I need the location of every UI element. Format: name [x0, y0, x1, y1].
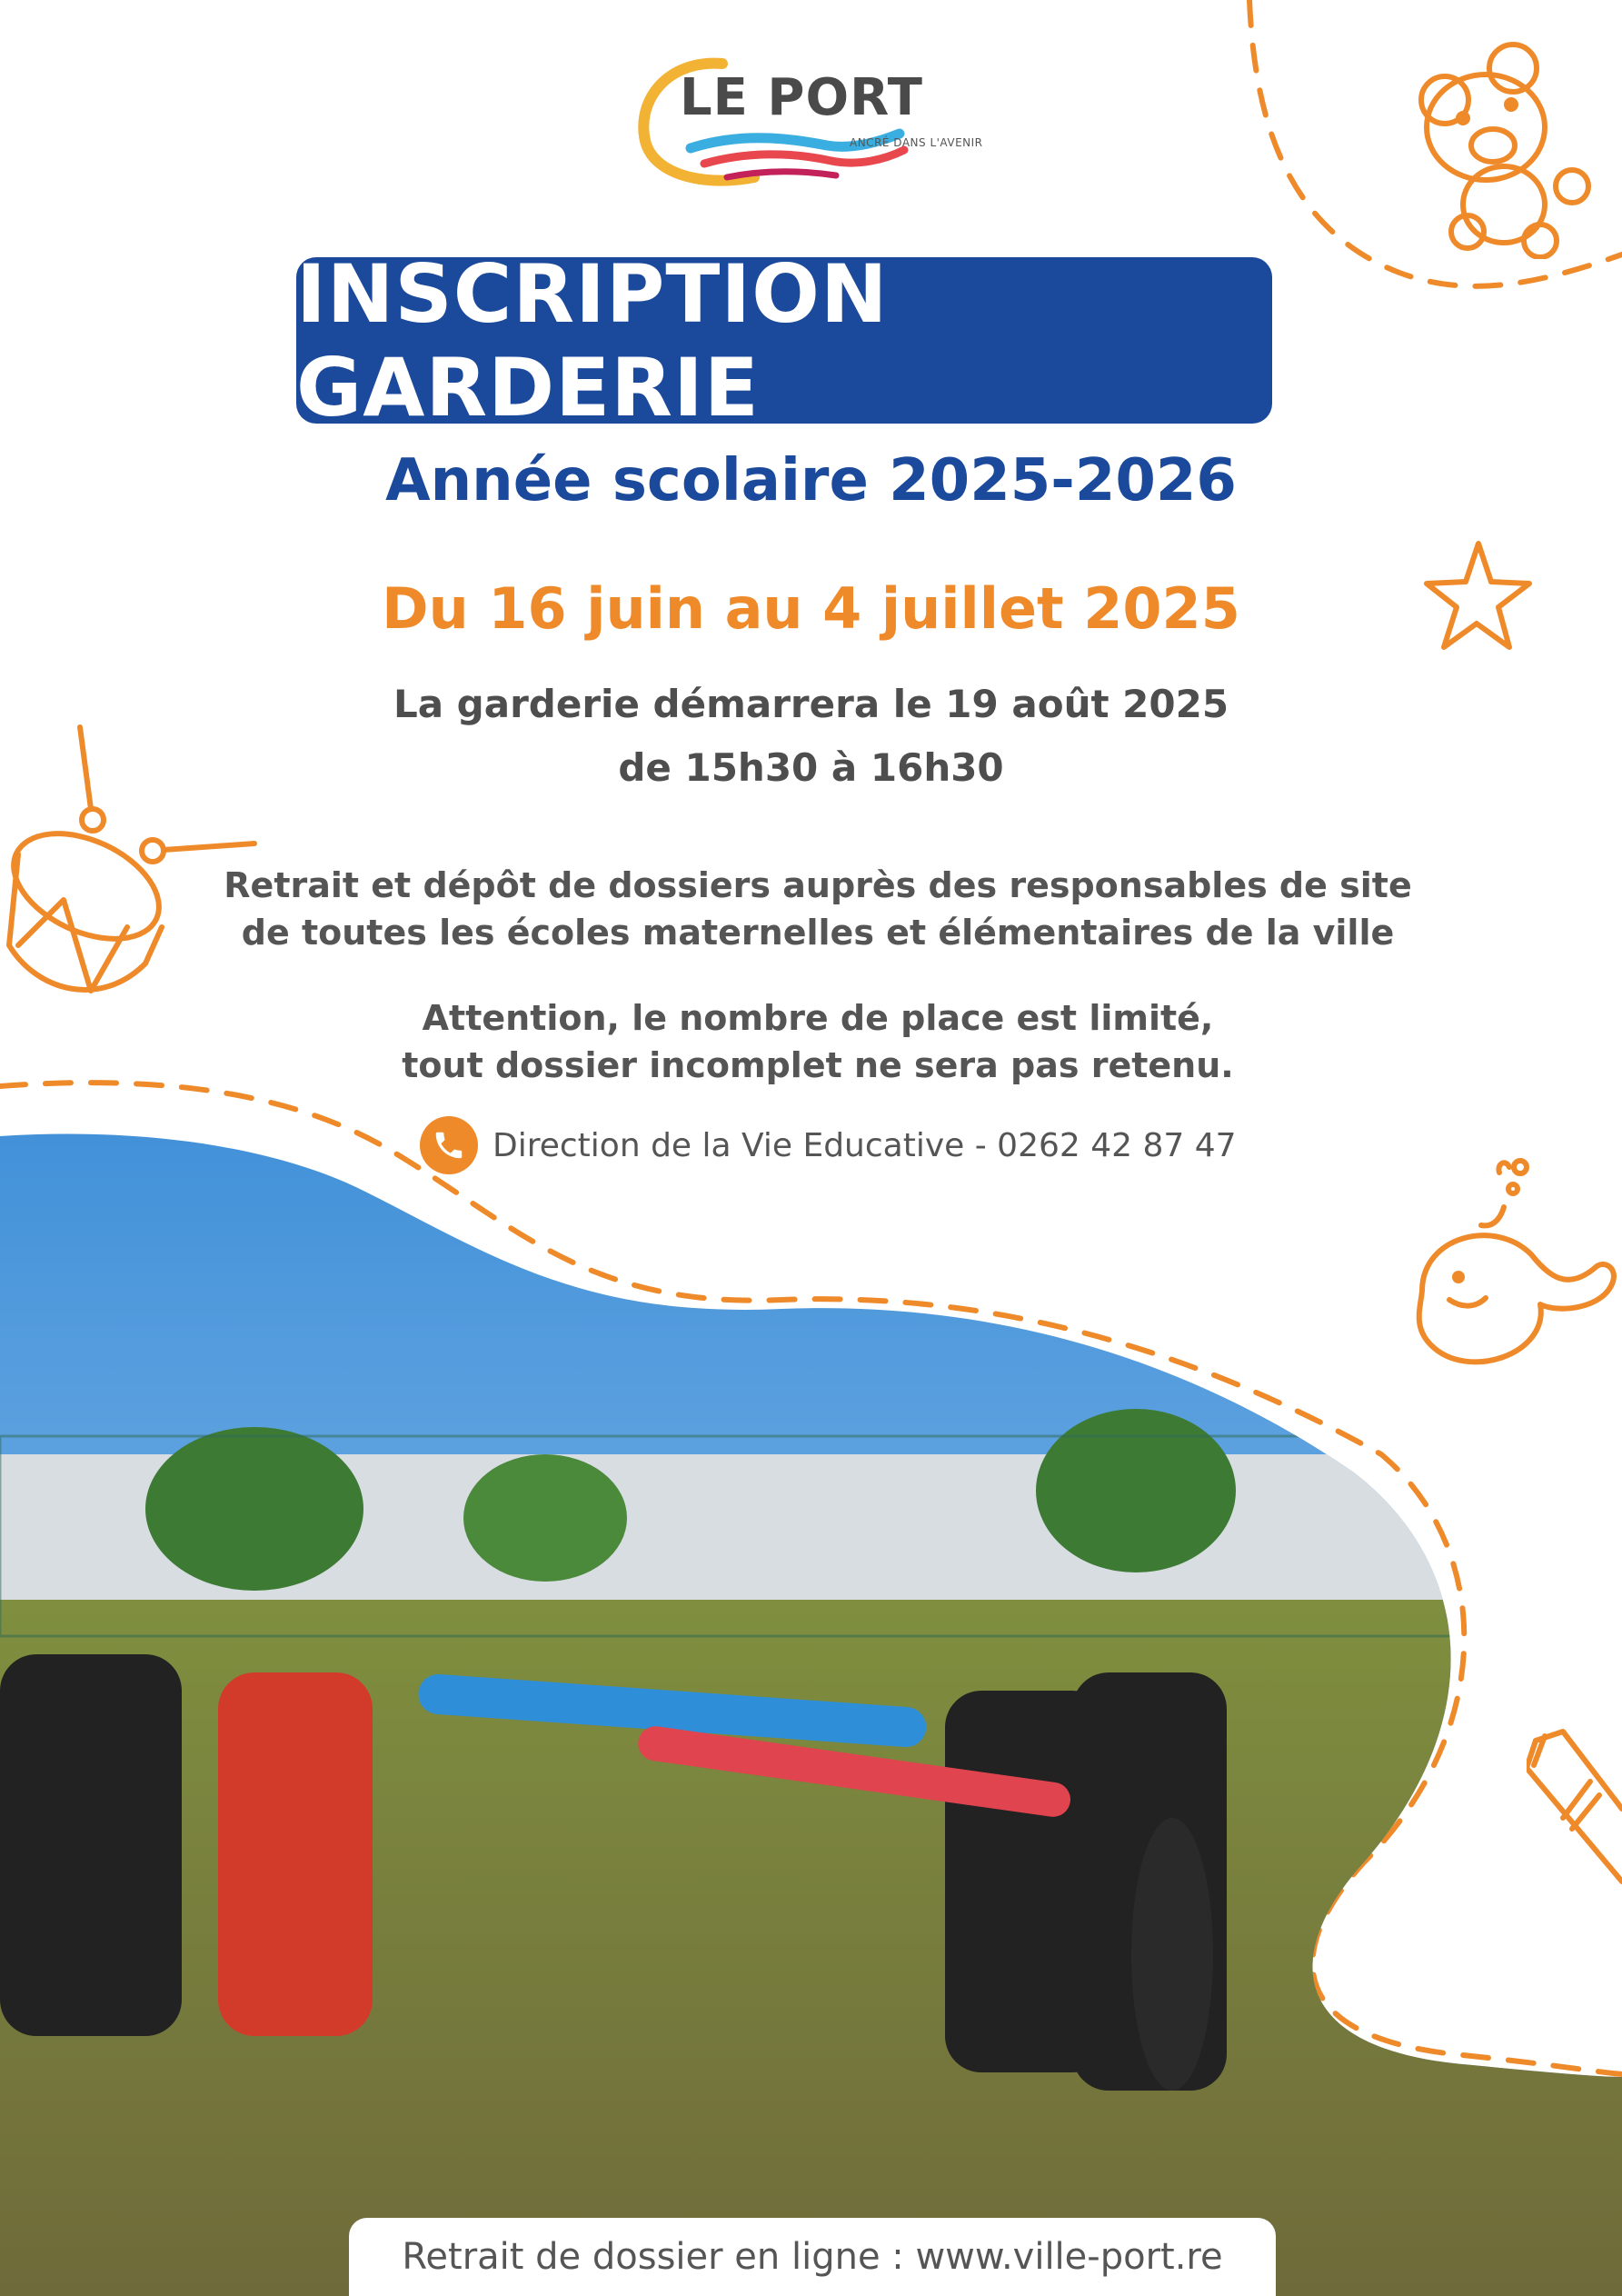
- contact-line: [420, 1116, 1237, 1174]
- phone-icon: [420, 1116, 478, 1174]
- online-retrieval-text: Retrait de dossier en ligne : www.ville-port.re: [402, 2236, 1223, 2278]
- page-title: INSCRIPTION GARDERIE: [296, 246, 889, 434]
- start-date-line: La garderie démarrera le 19 août 2025: [393, 682, 1229, 726]
- registration-dates: Du 16 juin au 4 juillet 2025: [382, 575, 1240, 642]
- school-year-subtitle: Année scolaire 2025-2026: [385, 447, 1237, 514]
- start-hours-line: de 15h30 à 16h30: [618, 745, 1004, 790]
- le-port-logo: [636, 50, 990, 195]
- contact-text: Direction de la Vie Educative - 0262 42 87 47: [493, 1126, 1237, 1164]
- attention-line-1: Attention, le nombre de place est limité,: [422, 998, 1214, 1038]
- attention-notice: [0, 994, 1622, 1089]
- online-retrieval-box: [349, 2218, 1276, 2296]
- teddy-bear-icon: [1404, 41, 1604, 259]
- children-playing-photo: [0, 1091, 1622, 2296]
- start-info: [0, 673, 1622, 800]
- withdraw-line-2: de toutes les écoles maternelles et élémentaires de la ville: [241, 913, 1395, 953]
- logo-tagline: ANCRÉ DANS L'AVENIR: [850, 136, 983, 149]
- logo-name: LE PORT: [680, 68, 923, 127]
- withdraw-info: [0, 862, 1622, 956]
- title-banner: [296, 246, 1272, 434]
- withdraw-line-1: Retrait et dépôt de dossiers auprès des responsables de site: [224, 865, 1412, 905]
- attention-line-2: tout dossier incomplet ne sera pas retenu.: [402, 1045, 1234, 1085]
